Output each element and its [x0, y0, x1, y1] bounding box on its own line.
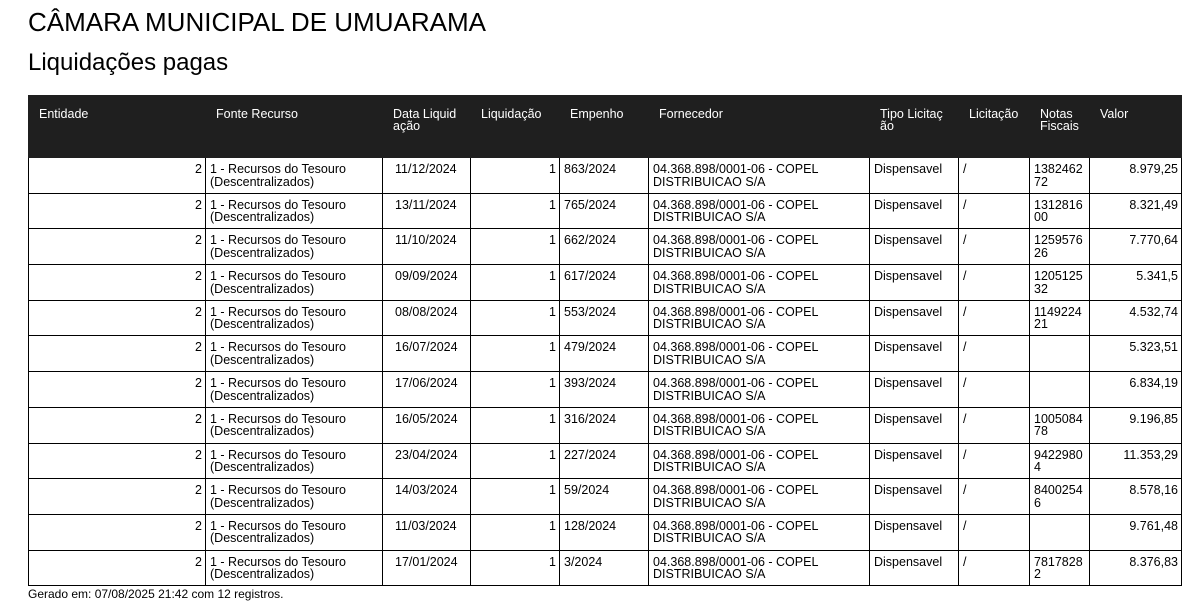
cell-tipo-licitacao: Dispensavel [870, 443, 959, 479]
cell-valor: 4.532,74 [1090, 300, 1182, 336]
cell-data-liquidacao: 08/08/2024 [383, 300, 471, 336]
cell-notas-fiscais: 120512532 [1030, 265, 1090, 301]
table-row [29, 514, 1182, 550]
cell-entidade: 2 [29, 372, 206, 408]
cell-notas-fiscais [1030, 514, 1090, 550]
column-header-liquidacao: Liquidação [471, 96, 560, 158]
header-row [29, 96, 1182, 158]
cell-fornecedor: 04.368.898/0001-06 - COPEL DISTRIBUICAO S/A [649, 479, 870, 515]
cell-tipo-licitacao: Dispensavel [870, 300, 959, 336]
cell-data-liquidacao: 16/07/2024 [383, 336, 471, 372]
cell-licitacao: / [959, 158, 1030, 194]
table-row [29, 550, 1182, 586]
cell-data-liquidacao: 11/10/2024 [383, 229, 471, 265]
cell-licitacao: / [959, 372, 1030, 408]
cell-tipo-licitacao: Dispensavel [870, 336, 959, 372]
cell-empenho: 316/2024 [560, 407, 649, 443]
cell-tipo-licitacao: Dispensavel [870, 229, 959, 265]
cell-fornecedor: 04.368.898/0001-06 - COPEL DISTRIBUICAO S/A [649, 550, 870, 586]
cell-fornecedor: 04.368.898/0001-06 - COPEL DISTRIBUICAO S/A [649, 443, 870, 479]
cell-data-liquidacao: 17/06/2024 [383, 372, 471, 408]
cell-valor: 7.770,64 [1090, 229, 1182, 265]
cell-liquidacao: 1 [471, 514, 560, 550]
column-header-entidade: Entidade [29, 96, 206, 158]
table-row [29, 229, 1182, 265]
page-subtitle: Liquidações pagas [28, 49, 229, 76]
cell-licitacao: / [959, 443, 1030, 479]
cell-data-liquidacao: 09/09/2024 [383, 265, 471, 301]
cell-entidade: 2 [29, 193, 206, 229]
cell-fornecedor: 04.368.898/0001-06 - COPEL DISTRIBUICAO S/A [649, 514, 870, 550]
cell-liquidacao: 1 [471, 479, 560, 515]
cell-empenho: 863/2024 [560, 158, 649, 194]
cell-entidade: 2 [29, 336, 206, 372]
cell-valor: 8.979,25 [1090, 158, 1182, 194]
cell-valor: 11.353,29 [1090, 443, 1182, 479]
cell-fonte-recurso: 1 - Recursos do Tesouro (Descentralizados) [206, 443, 383, 479]
cell-data-liquidacao: 14/03/2024 [383, 479, 471, 515]
cell-valor: 9.761,48 [1090, 514, 1182, 550]
generated-footer: Gerado em: 07/08/2025 21:42 com 12 registros. [28, 587, 284, 601]
cell-notas-fiscais: 94229804 [1030, 443, 1090, 479]
table-row [29, 265, 1182, 301]
cell-fornecedor: 04.368.898/0001-06 - COPEL DISTRIBUICAO S/A [649, 407, 870, 443]
table-row [29, 336, 1182, 372]
cell-entidade: 2 [29, 550, 206, 586]
cell-data-liquidacao: 11/12/2024 [383, 158, 471, 194]
cell-valor: 8.376,83 [1090, 550, 1182, 586]
cell-empenho: 553/2024 [560, 300, 649, 336]
cell-licitacao: / [959, 336, 1030, 372]
column-header-tipo-licitacao: Tipo Licitação [870, 96, 959, 158]
cell-empenho: 227/2024 [560, 443, 649, 479]
liquidacoes-table [28, 95, 1182, 586]
cell-valor: 5.323,51 [1090, 336, 1182, 372]
column-header-empenho: Empenho [560, 96, 649, 158]
cell-liquidacao: 1 [471, 193, 560, 229]
cell-valor: 6.834,19 [1090, 372, 1182, 408]
cell-fonte-recurso: 1 - Recursos do Tesouro (Descentralizados) [206, 514, 383, 550]
cell-data-liquidacao: 16/05/2024 [383, 407, 471, 443]
cell-fonte-recurso: 1 - Recursos do Tesouro (Descentralizados) [206, 158, 383, 194]
cell-fonte-recurso: 1 - Recursos do Tesouro (Descentralizados) [206, 372, 383, 408]
cell-notas-fiscais: 138246272 [1030, 158, 1090, 194]
cell-liquidacao: 1 [471, 443, 560, 479]
column-header-fonte-recurso: Fonte Recurso [206, 96, 383, 158]
cell-tipo-licitacao: Dispensavel [870, 407, 959, 443]
table-row [29, 158, 1182, 194]
cell-empenho: 393/2024 [560, 372, 649, 408]
cell-notas-fiscais: 131281600 [1030, 193, 1090, 229]
cell-empenho: 479/2024 [560, 336, 649, 372]
cell-valor: 9.196,85 [1090, 407, 1182, 443]
cell-entidade: 2 [29, 514, 206, 550]
cell-liquidacao: 1 [471, 300, 560, 336]
column-header-data-liquidacao: Data Liquidação [383, 96, 471, 158]
cell-notas-fiscais: 78178282 [1030, 550, 1090, 586]
cell-valor: 8.321,49 [1090, 193, 1182, 229]
cell-data-liquidacao: 11/03/2024 [383, 514, 471, 550]
cell-fonte-recurso: 1 - Recursos do Tesouro (Descentralizados) [206, 407, 383, 443]
cell-licitacao: / [959, 193, 1030, 229]
cell-data-liquidacao: 23/04/2024 [383, 443, 471, 479]
cell-licitacao: / [959, 229, 1030, 265]
cell-licitacao: / [959, 550, 1030, 586]
cell-notas-fiscais: 84002546 [1030, 479, 1090, 515]
cell-empenho: 662/2024 [560, 229, 649, 265]
cell-licitacao: / [959, 514, 1030, 550]
cell-fonte-recurso: 1 - Recursos do Tesouro (Descentralizados) [206, 229, 383, 265]
column-header-notas-fiscais: Notas Fiscais [1030, 96, 1090, 158]
cell-fonte-recurso: 1 - Recursos do Tesouro (Descentralizados) [206, 479, 383, 515]
cell-fornecedor: 04.368.898/0001-06 - COPEL DISTRIBUICAO S/A [649, 372, 870, 408]
cell-tipo-licitacao: Dispensavel [870, 514, 959, 550]
cell-notas-fiscais: 114922421 [1030, 300, 1090, 336]
cell-empenho: 3/2024 [560, 550, 649, 586]
table-row [29, 372, 1182, 408]
cell-data-liquidacao: 13/11/2024 [383, 193, 471, 229]
cell-entidade: 2 [29, 407, 206, 443]
cell-tipo-licitacao: Dispensavel [870, 550, 959, 586]
cell-licitacao: / [959, 407, 1030, 443]
cell-fonte-recurso: 1 - Recursos do Tesouro (Descentralizados) [206, 550, 383, 586]
cell-notas-fiscais [1030, 336, 1090, 372]
cell-entidade: 2 [29, 479, 206, 515]
table-body [29, 158, 1182, 586]
cell-entidade: 2 [29, 265, 206, 301]
table-row [29, 407, 1182, 443]
cell-liquidacao: 1 [471, 372, 560, 408]
table-row [29, 443, 1182, 479]
column-header-licitacao: Licitação [959, 96, 1030, 158]
cell-fornecedor: 04.368.898/0001-06 - COPEL DISTRIBUICAO S/A [649, 336, 870, 372]
cell-liquidacao: 1 [471, 336, 560, 372]
cell-entidade: 2 [29, 300, 206, 336]
cell-licitacao: / [959, 300, 1030, 336]
cell-tipo-licitacao: Dispensavel [870, 193, 959, 229]
cell-empenho: 765/2024 [560, 193, 649, 229]
cell-liquidacao: 1 [471, 229, 560, 265]
cell-empenho: 128/2024 [560, 514, 649, 550]
cell-fonte-recurso: 1 - Recursos do Tesouro (Descentralizados) [206, 193, 383, 229]
table-row [29, 479, 1182, 515]
cell-entidade: 2 [29, 443, 206, 479]
column-header-valor: Valor [1090, 96, 1182, 158]
cell-notas-fiscais [1030, 372, 1090, 408]
cell-licitacao: / [959, 479, 1030, 515]
cell-entidade: 2 [29, 229, 206, 265]
cell-valor: 5.341,5 [1090, 265, 1182, 301]
cell-fornecedor: 04.368.898/0001-06 - COPEL DISTRIBUICAO S/A [649, 265, 870, 301]
cell-fonte-recurso: 1 - Recursos do Tesouro (Descentralizados) [206, 265, 383, 301]
cell-valor: 8.578,16 [1090, 479, 1182, 515]
cell-liquidacao: 1 [471, 265, 560, 301]
cell-tipo-licitacao: Dispensavel [870, 265, 959, 301]
cell-fonte-recurso: 1 - Recursos do Tesouro (Descentralizados) [206, 300, 383, 336]
cell-data-liquidacao: 17/01/2024 [383, 550, 471, 586]
cell-entidade: 2 [29, 158, 206, 194]
cell-empenho: 617/2024 [560, 265, 649, 301]
table-row [29, 193, 1182, 229]
cell-empenho: 59/2024 [560, 479, 649, 515]
cell-notas-fiscais: 125957626 [1030, 229, 1090, 265]
cell-fornecedor: 04.368.898/0001-06 - COPEL DISTRIBUICAO S/A [649, 300, 870, 336]
cell-liquidacao: 1 [471, 550, 560, 586]
cell-tipo-licitacao: Dispensavel [870, 479, 959, 515]
cell-licitacao: / [959, 265, 1030, 301]
cell-liquidacao: 1 [471, 158, 560, 194]
cell-liquidacao: 1 [471, 407, 560, 443]
table-row [29, 300, 1182, 336]
cell-fornecedor: 04.368.898/0001-06 - COPEL DISTRIBUICAO S/A [649, 158, 870, 194]
cell-fornecedor: 04.368.898/0001-06 - COPEL DISTRIBUICAO S/A [649, 193, 870, 229]
column-header-fornecedor: Fornecedor [649, 96, 870, 158]
cell-notas-fiscais: 100508478 [1030, 407, 1090, 443]
cell-fornecedor: 04.368.898/0001-06 - COPEL DISTRIBUICAO S/A [649, 229, 870, 265]
cell-fonte-recurso: 1 - Recursos do Tesouro (Descentralizados) [206, 336, 383, 372]
cell-tipo-licitacao: Dispensavel [870, 158, 959, 194]
table-header [29, 96, 1182, 158]
cell-tipo-licitacao: Dispensavel [870, 372, 959, 408]
page-title: CÂMARA MUNICIPAL DE UMUARAMA [28, 7, 486, 37]
